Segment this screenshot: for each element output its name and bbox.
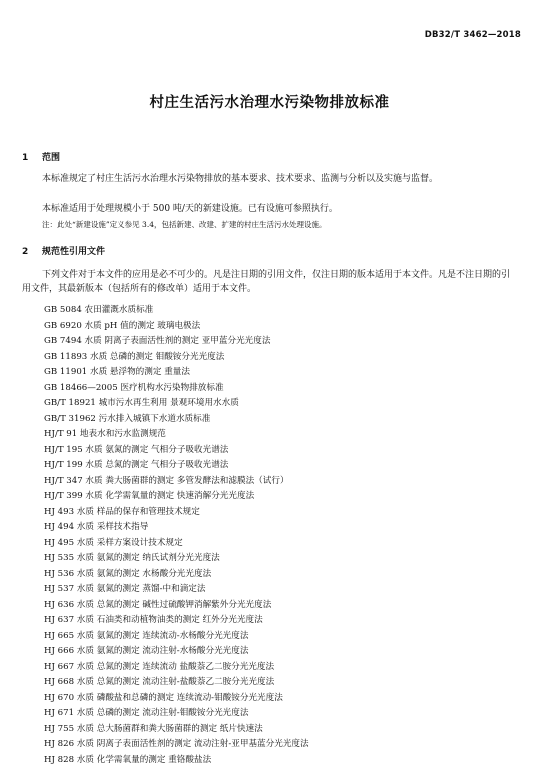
reference-item: HJ 671 水质 总磷的测定 流动注射-钼酸铵分光光度法 [44,706,309,722]
reference-item: HJ 636 水质 总氮的测定 碱性过硫酸钾消解紫外分光光度法 [44,598,309,614]
reference-item: HJ/T 199 水质 总氮的测定 气相分子吸收光谱法 [44,458,309,474]
section-title: 范围 [42,153,60,163]
reference-item: GB 5084 农田灌溉水质标准 [44,303,309,319]
section-heading-scope [22,150,60,163]
section-title: 规范性引用文件 [42,247,105,257]
reference-item: HJ 755 水质 总大肠菌群和粪大肠菌群的测定 纸片快速法 [44,722,309,738]
section-heading-references [22,244,105,257]
reference-item: HJ 666 水质 氨氮的测定 流动注射-水杨酸分光光度法 [44,644,309,660]
scope-note: 注：此处“新建设施”定义参见 3.4，包括新建、改建、扩建的村庄生活污水处理设施。 [42,219,512,231]
reference-item: HJ 536 水质 氨氮的测定 水杨酸分光光度法 [44,567,309,583]
reference-item: HJ 535 水质 氨氮的测定 纳氏试剂分光光度法 [44,551,309,567]
page-title: 村庄生活污水治理水污染物排放标准 [0,91,539,112]
reference-item: GB 11893 水质 总磷的测定 钼酸铵分光光度法 [44,350,309,366]
scope-paragraph-1: 本标准规定了村庄生活污水治理水污染物排放的基本要求、技术要求、监测与分析以及实施与监督。 [22,172,510,186]
reference-item: GB 18466—2005 医疗机构水污染物排放标准 [44,381,309,397]
reference-item: HJ/T 399 水质 化学需氧量的测定 快速消解分光光度法 [44,489,309,505]
reference-item: HJ 537 水质 氨氮的测定 蒸馏-中和滴定法 [44,582,309,598]
reference-item: HJ 665 水质 氨氮的测定 连续流动-水杨酸分光光度法 [44,629,309,645]
reference-item: HJ 494 水质 采样技术指导 [44,520,309,536]
reference-item: HJ 826 水质 阴离子表面活性剂的测定 流动注射-亚甲基蓝分光光度法 [44,737,309,753]
reference-item: HJ/T 195 水质 氨氮的测定 气相分子吸收光谱法 [44,443,309,459]
reference-item: GB 11901 水质 悬浮物的测定 重量法 [44,365,309,381]
reference-item: HJ 637 水质 石油类和动植物油类的测定 红外分光光度法 [44,613,309,629]
reference-item: HJ 668 水质 总氮的测定 流动注射-盐酸萘乙二胺分光光度法 [44,675,309,691]
reference-item: HJ/T 91 地表水和污水监测规范 [44,427,309,443]
reference-item: GB/T 18921 城市污水再生利用 景观环境用水水质 [44,396,309,412]
reference-item: HJ/T 347 水质 粪大肠菌群的测定 多管发酵法和滤膜法（试行） [44,474,309,490]
section-number: 1 [22,153,42,163]
reference-item: HJ 670 水质 磷酸盐和总磷的测定 连续流动-钼酸铵分光光度法 [44,691,309,707]
section-number: 2 [22,247,42,257]
scope-paragraph-2: 本标准适用于处理规模小于 500 吨/天的新建设施。已有设施可参照执行。 [22,202,510,216]
reference-item: HJ 667 水质 总氮的测定 连续流动 盐酸萘乙二胺分光光度法 [44,660,309,676]
references-intro: 下列文件对于本文件的应用是必不可少的。凡是注日期的引用文件，仅注日期的版本适用于本文件。凡是不注日期的引用文件，其最新版本（包括所有的修改单）适用于本文件。 [22,268,510,296]
reference-item: GB 6920 水质 pH 值的测定 玻璃电极法 [44,319,309,335]
document-code: DB32/T 3462—2018 [425,30,521,40]
reference-item: HJ 495 水质 采样方案设计技术规定 [44,536,309,552]
reference-item: HJ 828 水质 化学需氧量的测定 重铬酸盐法 [44,753,309,768]
reference-item: GB 7494 水质 阴离子表面活性剂的测定 亚甲蓝分光光度法 [44,334,309,350]
reference-item: HJ 493 水质 样品的保存和管理技术规定 [44,505,309,521]
reference-item: GB/T 31962 污水排入城镇下水道水质标准 [44,412,309,428]
reference-list [44,303,309,768]
